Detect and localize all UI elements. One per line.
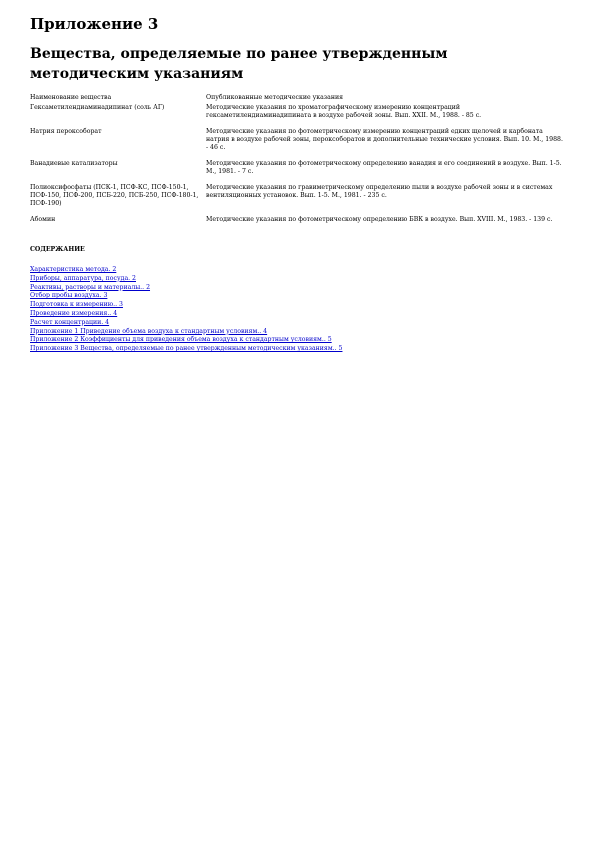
table-row bbox=[30, 184, 565, 216]
table-row bbox=[30, 104, 565, 128]
toc-item bbox=[30, 345, 565, 354]
document-title: Вещества, определяемые по ранее утвержденным методическим указаниям bbox=[30, 46, 448, 82]
toc-item bbox=[30, 284, 565, 293]
toc-link[interactable]: Реактивы, растворы и материалы.. 2 bbox=[30, 283, 151, 291]
substance-name-cell: Натрия пероксоборат bbox=[30, 128, 102, 135]
table-header-row bbox=[30, 94, 565, 104]
toc-item bbox=[30, 310, 565, 319]
header-substance-name: Наименование вещества bbox=[30, 94, 112, 101]
substances-table bbox=[30, 94, 565, 232]
method-cell: Методические указания по фотометрическому определению ванадия и его соединений в воздухе. Вып. 1-5. М., 1981. - 7 с. bbox=[206, 160, 562, 175]
toc-item bbox=[30, 275, 565, 284]
toc-link[interactable]: Приложение 1 Приведение объема воздуха к стандартным условиям.. 4 bbox=[30, 327, 268, 335]
toc-item bbox=[30, 301, 565, 310]
toc-link[interactable]: Проведение измерения.. 4 bbox=[30, 309, 118, 317]
toc-item bbox=[30, 328, 565, 337]
header-method: Опубликованные методические указания bbox=[206, 94, 343, 101]
toc-link[interactable]: Подготовка к измерению.. 3 bbox=[30, 301, 123, 309]
toc-link[interactable]: Приложение 3 Вещества, определяемые по ранее утвержденным методическим указаниям.. 5 bbox=[30, 345, 343, 353]
toc-heading: СОДЕРЖАНИЕ bbox=[30, 246, 85, 253]
toc-item bbox=[30, 266, 565, 275]
table-row bbox=[30, 216, 565, 232]
substance-name-cell: Абомин bbox=[30, 216, 56, 223]
toc-link[interactable]: Приложение 2 Коэффициенты для приведения объема воздуха к стандартным условиям.. 5 bbox=[30, 336, 332, 344]
appendix-title: Приложение 3 bbox=[30, 15, 159, 33]
method-cell: Методические указания по хроматографическому измерению концентраций гексаметилендиаминадипината в воздухе рабочей зоны. Вып. XXII. М., 1988. - 85 с. bbox=[206, 104, 482, 119]
toc-link[interactable]: Приборы, аппаратура, посуда. 2 bbox=[30, 274, 136, 282]
toc-link[interactable]: Расчет концентрации. 4 bbox=[30, 318, 110, 326]
table-of-contents bbox=[30, 266, 565, 354]
toc-link[interactable]: Отбор пробы воздуха. 3 bbox=[30, 292, 108, 300]
toc-item bbox=[30, 336, 565, 345]
table-row bbox=[30, 160, 565, 184]
toc-item bbox=[30, 319, 565, 328]
method-cell: Методические указания по фотометрическому определению БВК в воздухе. Вып. XVIII. М., 1983. - 139 с. bbox=[206, 216, 553, 223]
substance-name-cell: Полиоксифосфаты (ПСК-1, ПСФ-КС, ПСФ-150-1, ПСФ-150, ПСФ-200, ПСБ-220, ПСБ-250, ПСФ-180-1, ПСФ-190) bbox=[30, 184, 199, 207]
toc-item bbox=[30, 292, 565, 301]
table-row bbox=[30, 128, 565, 160]
method-cell: Методические указания по фотометрическому измерению концентраций едких щелочей и карбоната натрия в воздухе рабочей зоны, пероксоборатов и дополнительные технические условия. Вып. 10. М., 1988. - 46 с. bbox=[206, 128, 563, 151]
method-cell: Методические указания по гравиметрическому определению пыли в воздухе рабочей зоны и в системах вентиляционных установок. Вып. 1-5. М., 1981. - 235 с. bbox=[206, 184, 553, 199]
substance-name-cell: Гексаметилендиаминадипинат (соль АГ) bbox=[30, 104, 165, 111]
toc-link[interactable]: Характеристика метода. 2 bbox=[30, 266, 117, 273]
substance-name-cell: Ванадиевые катализаторы bbox=[30, 160, 118, 167]
